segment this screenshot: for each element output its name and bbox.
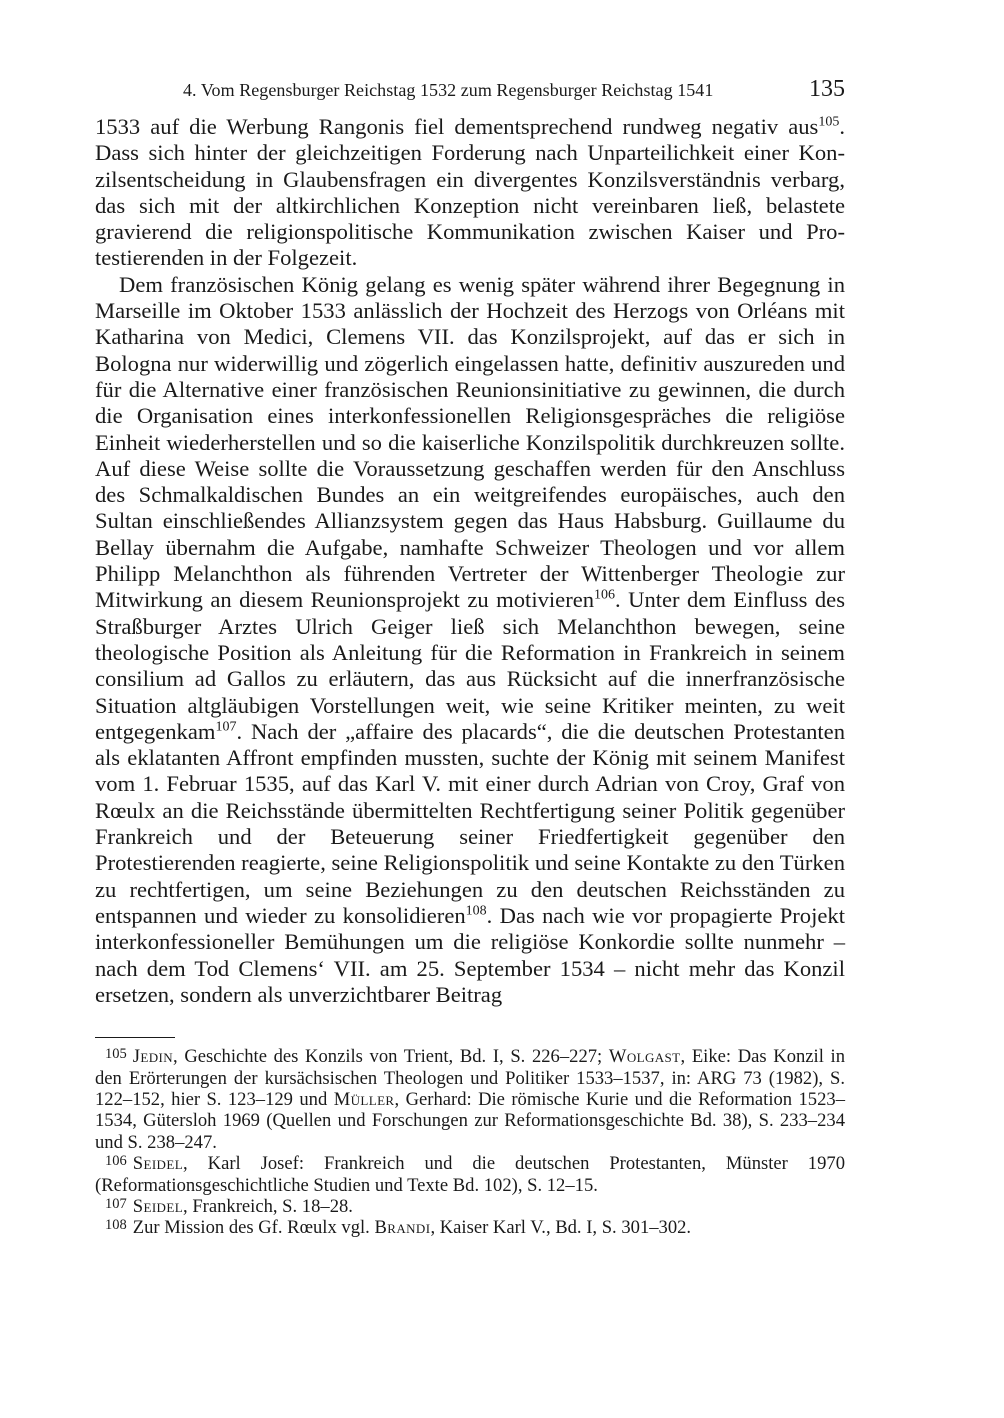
text-run: . Nach der „affaire des placards“, die die deutschen Protestanten als eklatanten Affront empfinden mussten, suchte der König mit seinem Manifest vom 1. Februar 1535, auf das Karl V. mit einer durch Adrian von Croy, Graf von Rœulx an die Reichsstände übermittelten Rechtfertigung seiner Politik gegenüber Frankreich und der Beteuerung seiner Friedfertigkeit gegenüber den Protestierenden reagierte, seine Religionspolitik und seine Kontakte zu den Türken zu rechtfertigen, um seine Beziehungen zu den deutschen Reichsständen zu entspannen und wieder zu konsolidieren [95,718,845,928]
footnote-number: 106 [105,1152,127,1169]
footnote [95,1196,845,1217]
footnote-ref: 106 [594,587,616,603]
body-paragraph [95,272,845,1008]
footnote-ref: 107 [215,719,237,735]
text-run: Dem französischen König gelang es wenig später während ihrer Begegnung in Marseille im Oktober 1533 anlässlich der Hochzeit des Herzogs von Orléans mit Katharina von Medici, Clemens VII. das Konzilsprojekt, auf das er sich in Bologna nur widerwillig und zögerlich eingelassen hatte, definitiv auszureden und für die Alternative einer französischen Reunionsinitiative zu gewinnen, die durch die Organisation eines interkonfessionellen Religionsgespräches die religiöse Einheit wiederherstellen und so die kaiserliche Konzilspolitik durchkreuzen sollte. Auf diese Weise sollte die Voraussetzung geschaffen werden für den Anschluss des Schmalkaldischen Bundes an ein weitgreifendes europäisches, auch den Sultan einschließendes Allianzsystem gegen das Haus Habsburg. Guillaume du Bellay übernahm die Aufgabe, namhafte Schweizer Theologen und vor allem Philipp Melanchthon als führenden Vertreter der Wittenberger Theologie zur Mitwirkung an diesem Reunionsprojekt zu motivieren [95,271,845,613]
body-paragraph [95,114,845,272]
footnote-ref: 108 [465,903,487,919]
text-run: Zur Mission des Gf. Rœulx vgl. [132,1217,375,1239]
footnote-ref: 105 [818,114,840,130]
page-number: 135 [809,76,845,102]
text-run: . Dass sich hinter der gleichzeitigen Forderung nach Unparteilichkeit einer Konzilsentscheidung in Glaubensfragen ein divergentes Konzilsverständnis verbarg, das sich mit der altkirchlichen Konzeption nicht vereinbaren ließ, belastete gravierend die religionspolitische Kommunikation zwischen Kaiser und Protestierenden in der Folgezeit. [95,114,845,271]
footnote-separator [95,1037,175,1038]
footnotes [95,1046,845,1239]
footnote-number: 107 [105,1195,127,1212]
running-title: 4. Vom Regensburger Reichstag 1532 zum Regensburger Reichstag 1541 [183,80,714,100]
author-name: Seidel [132,1195,184,1217]
author-name: Seidel [132,1153,184,1175]
footnote [95,1153,845,1196]
author-name: Müller [333,1088,395,1110]
text-run: , Eike: Das Konzil in den Erörterungen der kursächsischen Theologen und Politiker 1533–1537, in: ARG 73 (1982), S. 122–152, hier S. 123–129 und [95,1046,846,1110]
book-page [95,76,845,1239]
text-run: . Das nach wie vor propagierte Projekt interkonfessioneller Bemühungen um die religiöse Konkordie sollte nunmehr – nach dem Tod Clemens‘ VII. am 25. September 1534 – nicht mehr das Konzil ersetzen, sondern als unverzichtbarer Beitrag [95,902,845,1007]
author-name: Wolgast [608,1046,681,1068]
footnote-number: 105 [105,1045,127,1062]
running-head [95,76,845,106]
text-run: , Karl Josef: Frankreich und die deutschen Protestanten, Münster 1970 (Reformationsgeschichtliche Studien und Texte Bd. 102), S. 12–15. [95,1153,845,1196]
text-run: , Geschichte des Konzils von Trient, Bd. I, S. 226–227; [173,1046,609,1068]
text-run: , Gerhard: Die römische Kurie und die Reformation 1523–1534, Gütersloh 1969 (Quellen und Forschungen zur Reformationsgeschichte Bd. 38), S. 233–234 und S. 238–247. [95,1088,845,1153]
footnote [95,1046,845,1153]
text-run: , Frankreich, S. 18–28. [183,1195,353,1217]
author-name: Brandi [374,1217,431,1239]
text-run: 1533 auf die Werbung Rangonis fiel dementsprechend rundweg negativ aus [95,114,819,139]
footnote [95,1217,845,1238]
text-run: . Unter dem Einfluss des Straßburger Arztes Ulrich Geiger ließ sich Melanchthon bewegen, seine theologische Position als Anleitung für die Reformation in Frankreich in seinem consilium ad Gallos zu erläutern, das aus Rücksicht auf die innerfranzösische Situation altgläubigen Vorstellungen weit, wie seine Kritiker meinten, zu weit entgegenkam [95,587,845,744]
body-text [95,114,845,1008]
author-name: Jedin [132,1046,174,1068]
text-run: , Kaiser Karl V., Bd. I, S. 301–302. [430,1217,692,1239]
footnote-number: 108 [105,1217,127,1233]
